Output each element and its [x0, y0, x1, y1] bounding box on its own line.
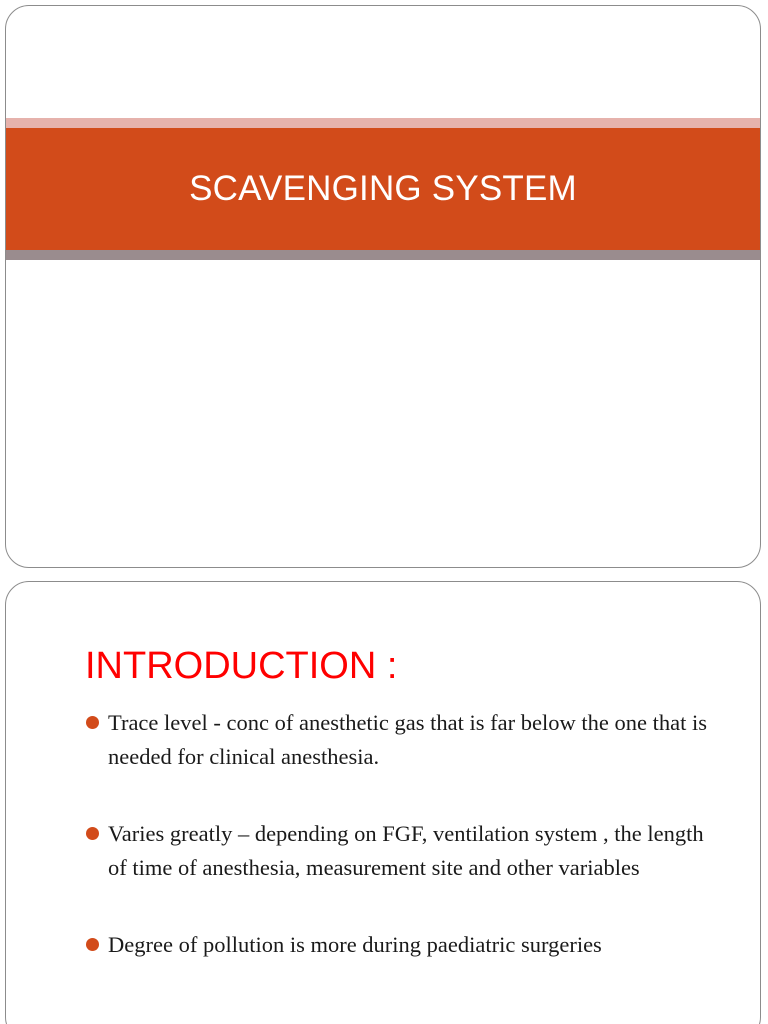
bullet-list [84, 706, 724, 962]
title-band-top-stripe [6, 118, 760, 128]
bullet-item-varies-greatly [84, 817, 724, 884]
bullet-dot-icon [86, 827, 99, 840]
title-slide [5, 5, 761, 568]
bullet-item-degree-of-pollution [84, 928, 724, 962]
bullet-item-trace-level [84, 706, 724, 773]
slide-title: SCAVENGING SYSTEM [189, 169, 577, 208]
slide-heading: INTRODUCTION : [85, 645, 398, 687]
bullet-text: Degree of pollution is more during paediatric surgeries [108, 932, 602, 957]
bullet-dot-icon [86, 716, 99, 729]
bullet-text: Varies greatly – depending on FGF, ventilation system , the length of time of anesthesia, measurement site and other variables [108, 821, 704, 880]
title-band [6, 128, 760, 250]
bullet-text: Trace level - conc of anesthetic gas that is far below the one that is needed for clinical anesthesia. [108, 710, 707, 769]
title-band-bottom-stripe [6, 250, 760, 260]
introduction-slide [5, 581, 761, 1024]
bullet-dot-icon [86, 938, 99, 951]
